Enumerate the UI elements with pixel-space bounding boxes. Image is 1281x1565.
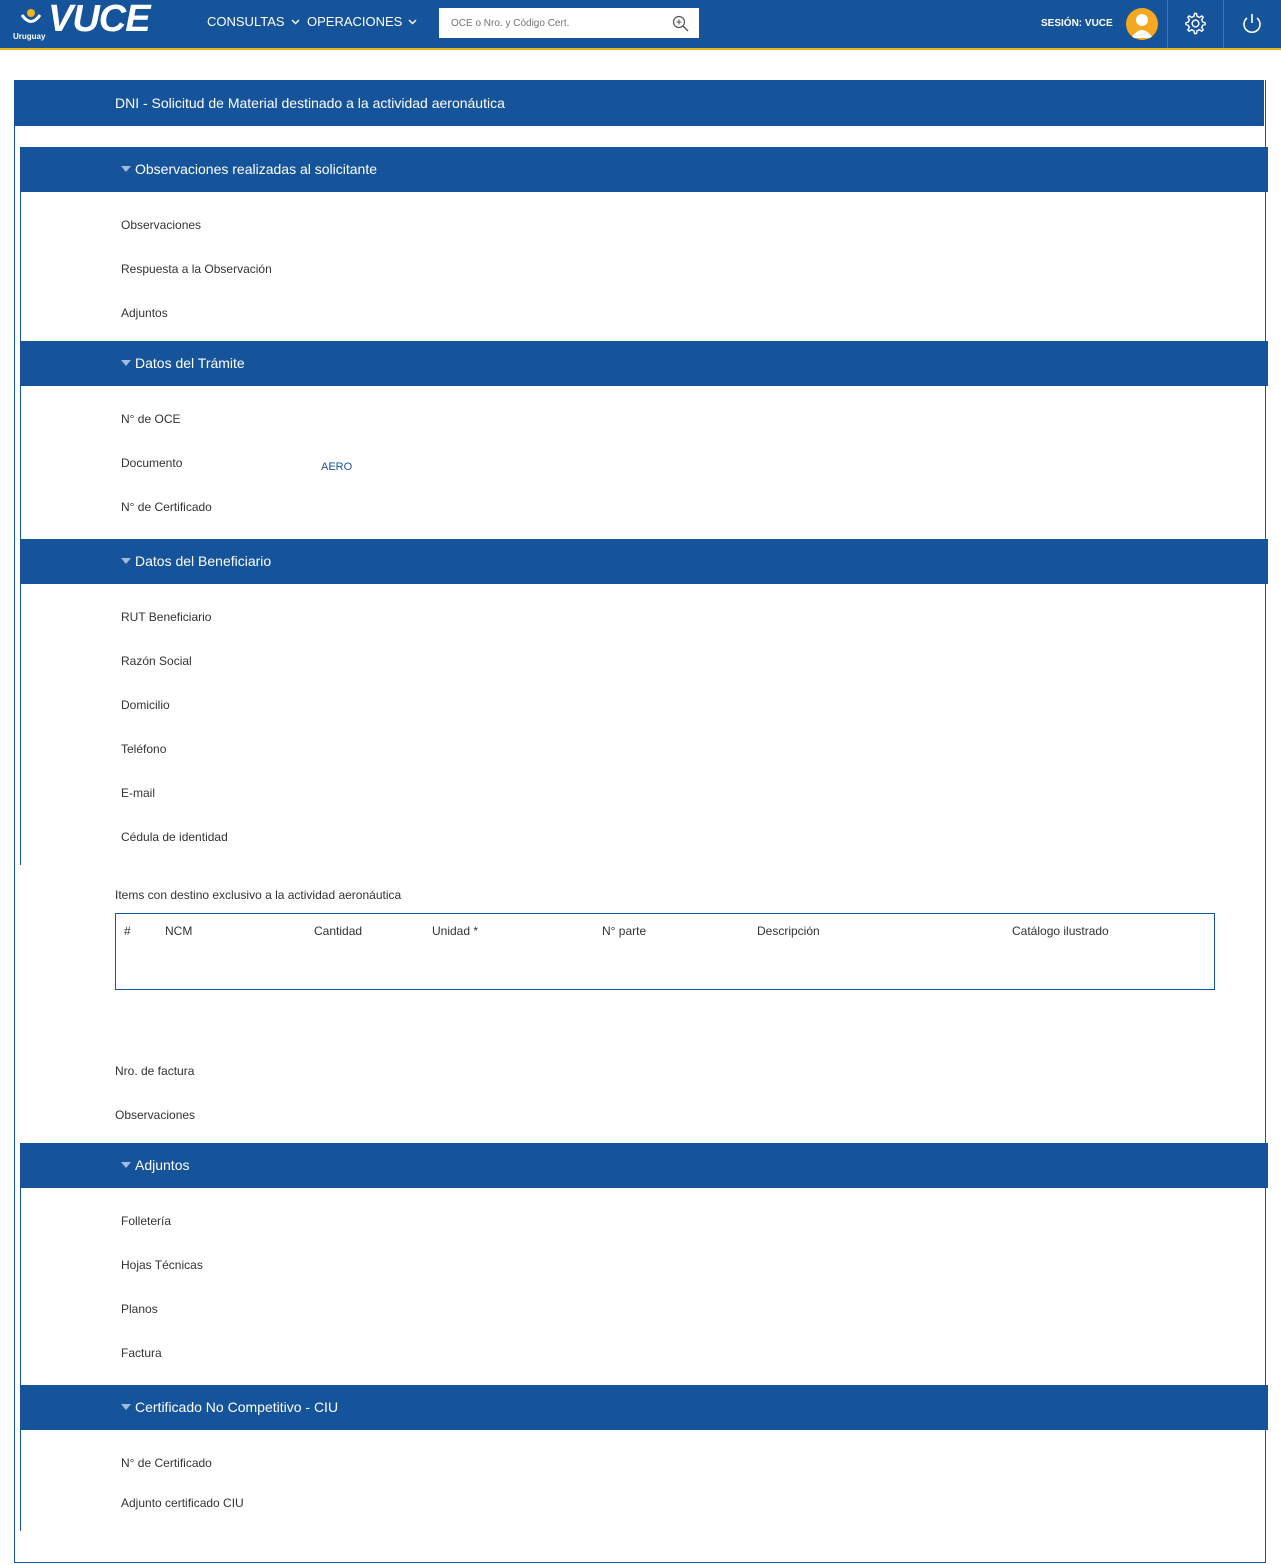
column-header: NCM — [165, 924, 193, 938]
form-frame — [14, 80, 1266, 1563]
items-table — [115, 913, 1215, 990]
section-header-certificado[interactable] — [20, 1385, 1268, 1430]
field-label-cedula: Cédula de identidad — [121, 830, 228, 844]
section-header-adjuntos[interactable] — [20, 1143, 1268, 1188]
section-title: Datos del Beneficiario — [135, 553, 272, 569]
section-title: Observaciones realizadas al solicitante — [135, 161, 378, 177]
section-title: Certificado No Competitivo - CIU — [135, 1399, 339, 1415]
user-avatar[interactable] — [1126, 8, 1158, 40]
search-box — [439, 8, 699, 38]
column-header: # — [124, 924, 131, 938]
field-label-rut: RUT Beneficiario — [121, 610, 212, 624]
zoom-search-icon[interactable] — [672, 15, 689, 32]
field-label-telefono: Teléfono — [121, 742, 167, 756]
field-label-respuesta: Respuesta a la Observación — [121, 262, 272, 276]
column-header: N° parte — [602, 924, 647, 938]
section-left-border — [20, 1143, 21, 1531]
section-title: Adjuntos — [135, 1157, 190, 1173]
chevron-down-icon — [408, 19, 417, 25]
logo-brand: VUCE — [48, 0, 150, 40]
power-icon[interactable] — [1241, 12, 1263, 35]
field-label-folleteria: Folletería — [121, 1214, 172, 1228]
session-label: SESIÓN: VUCE — [1041, 18, 1113, 29]
field-label-adjuntos: Adjuntos — [121, 306, 168, 320]
field-label-hojas-tecnicas: Hojas Técnicas — [121, 1258, 203, 1272]
field-label-factura: Nro. de factura — [115, 1064, 195, 1078]
field-label-nro-certificado: N° de Certificado — [121, 1456, 212, 1470]
field-label-planos: Planos — [121, 1302, 158, 1316]
field-label-documento: Documento — [121, 456, 183, 470]
top-navbar — [0, 0, 1281, 50]
gear-icon[interactable] — [1184, 12, 1207, 35]
chevron-down-icon — [291, 19, 300, 25]
field-label-razon-social: Razón Social — [121, 654, 192, 668]
caret-down-icon — [121, 360, 131, 366]
field-label-certificado: N° de Certificado — [121, 500, 212, 514]
sun-logo-icon — [20, 6, 42, 28]
user-icon — [1126, 8, 1158, 40]
section-header-beneficiario[interactable] — [20, 539, 1268, 584]
nav-operaciones[interactable] — [307, 14, 417, 29]
nav-operaciones-label: OPERACIONES — [307, 14, 403, 29]
divider — [1167, 0, 1168, 48]
caret-down-icon — [121, 1404, 131, 1410]
field-label-adjunto-ciu: Adjunto certificado CIU — [121, 1496, 244, 1510]
field-label-observaciones: Observaciones — [121, 218, 202, 232]
vuce-logo[interactable] — [8, 2, 158, 44]
caret-down-icon — [121, 558, 131, 564]
logo-country: Uruguay — [13, 32, 46, 41]
search-input[interactable] — [449, 8, 663, 38]
section-left-border — [20, 147, 21, 865]
items-label: Items con destino exclusivo a la actividad aeronáutica — [115, 888, 402, 902]
page-title-bar — [14, 80, 1264, 126]
caret-down-icon — [121, 166, 131, 172]
nav-consultas[interactable] — [207, 14, 300, 29]
field-label-factura-adjunto: Factura — [121, 1346, 162, 1360]
field-label-email: E-mail — [121, 786, 156, 800]
column-header: Unidad * — [432, 924, 479, 938]
page-title: DNI - Solicitud de Material destinado a la actividad aeronáutica — [115, 95, 505, 111]
column-header: Catálogo ilustrado — [1012, 924, 1109, 938]
section-header-observaciones[interactable] — [20, 147, 1268, 192]
field-label-observaciones-factura: Observaciones — [115, 1108, 196, 1122]
section-header-tramite[interactable] — [20, 341, 1268, 386]
divider — [1223, 0, 1224, 48]
caret-down-icon — [121, 1162, 131, 1168]
column-header: Descripción — [757, 924, 820, 938]
field-label-oce: N° de OCE — [121, 412, 181, 426]
nav-consultas-label: CONSULTAS — [207, 14, 285, 29]
documento-value: AERO — [321, 461, 353, 473]
section-title: Datos del Trámite — [135, 355, 245, 371]
field-label-domicilio: Domicilio — [121, 698, 170, 712]
column-header: Cantidad — [314, 924, 363, 938]
